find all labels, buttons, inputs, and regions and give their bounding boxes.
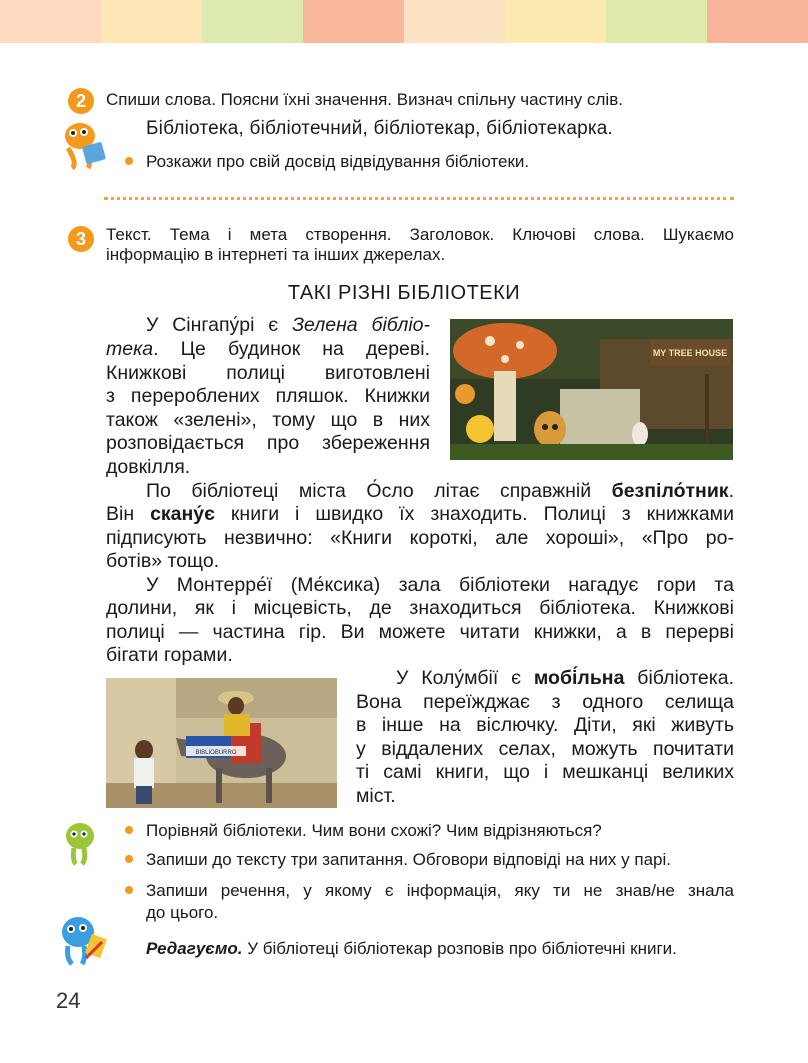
article-line: полиці — частина гір. Ви можете читати книжки, а в перерві: [106, 621, 734, 643]
article-line: Книжкові полиці виготовлені: [106, 362, 430, 384]
green-library-photo: [450, 319, 733, 460]
edit-task: [146, 938, 677, 960]
article-line: тека. Це будинок на дереві.: [106, 338, 430, 360]
bullet-dot: [125, 886, 133, 894]
section-divider: [104, 197, 734, 200]
bullet-dot: [125, 826, 133, 834]
article-line: У Сінгапу́рі є Зелена бібліо-: [146, 314, 430, 336]
task2-instruction: Спиши слова. Поясни їхні значення. Визнач спільну частину слів.: [106, 90, 623, 109]
edit-task-text: У бібліотеці бібліотекар розповів про бібліотечні книги.: [242, 939, 677, 958]
article-line: ботів» тощо.: [106, 550, 220, 572]
article-line: ті самі книги, що і мешканці великих: [356, 761, 734, 783]
header-stripe-segment: [404, 0, 505, 43]
question-item: Запиши до тексту три запитання. Обговори відповіді на них у парі.: [146, 850, 671, 869]
header-stripe-segment: [707, 0, 808, 43]
task-number-badge: 2: [68, 88, 94, 114]
mascot-blue-writing-icon: [56, 912, 108, 966]
task-number-badge: 3: [68, 226, 94, 252]
header-stripe-segment: [505, 0, 606, 43]
question-item: Порівняй бібліотеки. Чим вони схожі? Чим відрізняються?: [146, 821, 602, 840]
article-line: у віддалених селах, можуть почитати: [356, 738, 734, 760]
task2-words: Бібліотека, бібліотечний, бібліотекар, бібліотекарка.: [146, 118, 614, 139]
task2-bullet: Розкажи про свій досвід відвідування бібліотеки.: [146, 152, 530, 171]
header-color-stripe: [0, 0, 808, 43]
article-line: Він скану́є книги і швидко їх знаходить. Полиці з книжками: [106, 503, 734, 525]
tree-house-sign-text: MY TREE HOUSE: [652, 348, 728, 358]
header-stripe-segment: [202, 0, 303, 43]
article-line: довкілля.: [106, 456, 191, 478]
article-line: У Колу́мбії є мобі́льна бібліотека.: [396, 667, 734, 689]
task3-instruction-line: інформацію в інтернеті та інших джерелах.: [106, 245, 446, 264]
article-line: з перероблених пляшок. Книжки: [106, 385, 430, 407]
article-line: Вона переїжджає з одного селища: [356, 691, 734, 713]
question-item-continued: до цього.: [146, 903, 219, 922]
article-title: ТАКІ РІЗНІ БІБЛІОТЕКИ: [287, 282, 521, 304]
article-line: міст.: [356, 785, 396, 807]
article-line: По бібліотеці міста О́сло літає справжній безпіло́тник.: [146, 480, 734, 502]
question-item: Запиши речення, у якому є інформація, яку ти не знав/не знала: [146, 881, 734, 900]
page-number: 24: [56, 988, 81, 1013]
donkey-library-photo: [106, 678, 337, 808]
header-stripe-segment: [303, 0, 404, 43]
article-line: в інше на віслючку. Діти, які живуть: [356, 714, 734, 736]
task3-instruction-line: Текст. Тема і мета створення. Заголовок. Ключові слова. Шукаємо: [106, 225, 734, 244]
article-line: У Монтерре́ї (Ме́ксика) зала бібліотеки нагадує гори та: [146, 574, 734, 596]
article-line: долини, як і місцевість, де знаходиться бібліотека. Книжкові: [106, 597, 734, 619]
edit-task-label: Редагуємо.: [146, 939, 243, 958]
mascot-orange-reading-icon: [58, 118, 108, 170]
article-line: також «зелені», тому що в них: [106, 409, 430, 431]
bullet-dot: [125, 855, 133, 863]
article-line: розповідається про збереження: [106, 432, 430, 454]
article-line: підписують незвично: «Книги короткі, але хороші», «Про ро-: [106, 527, 734, 549]
header-stripe-segment: [606, 0, 707, 43]
header-stripe-segment: [0, 0, 101, 43]
header-stripe-segment: [101, 0, 202, 43]
article-line: бігати горами.: [106, 644, 233, 666]
biblioburro-sign: BIBLIOBURRO: [195, 750, 237, 756]
mascot-green-thinking-icon: [60, 820, 100, 866]
bullet-dot: [125, 157, 133, 165]
